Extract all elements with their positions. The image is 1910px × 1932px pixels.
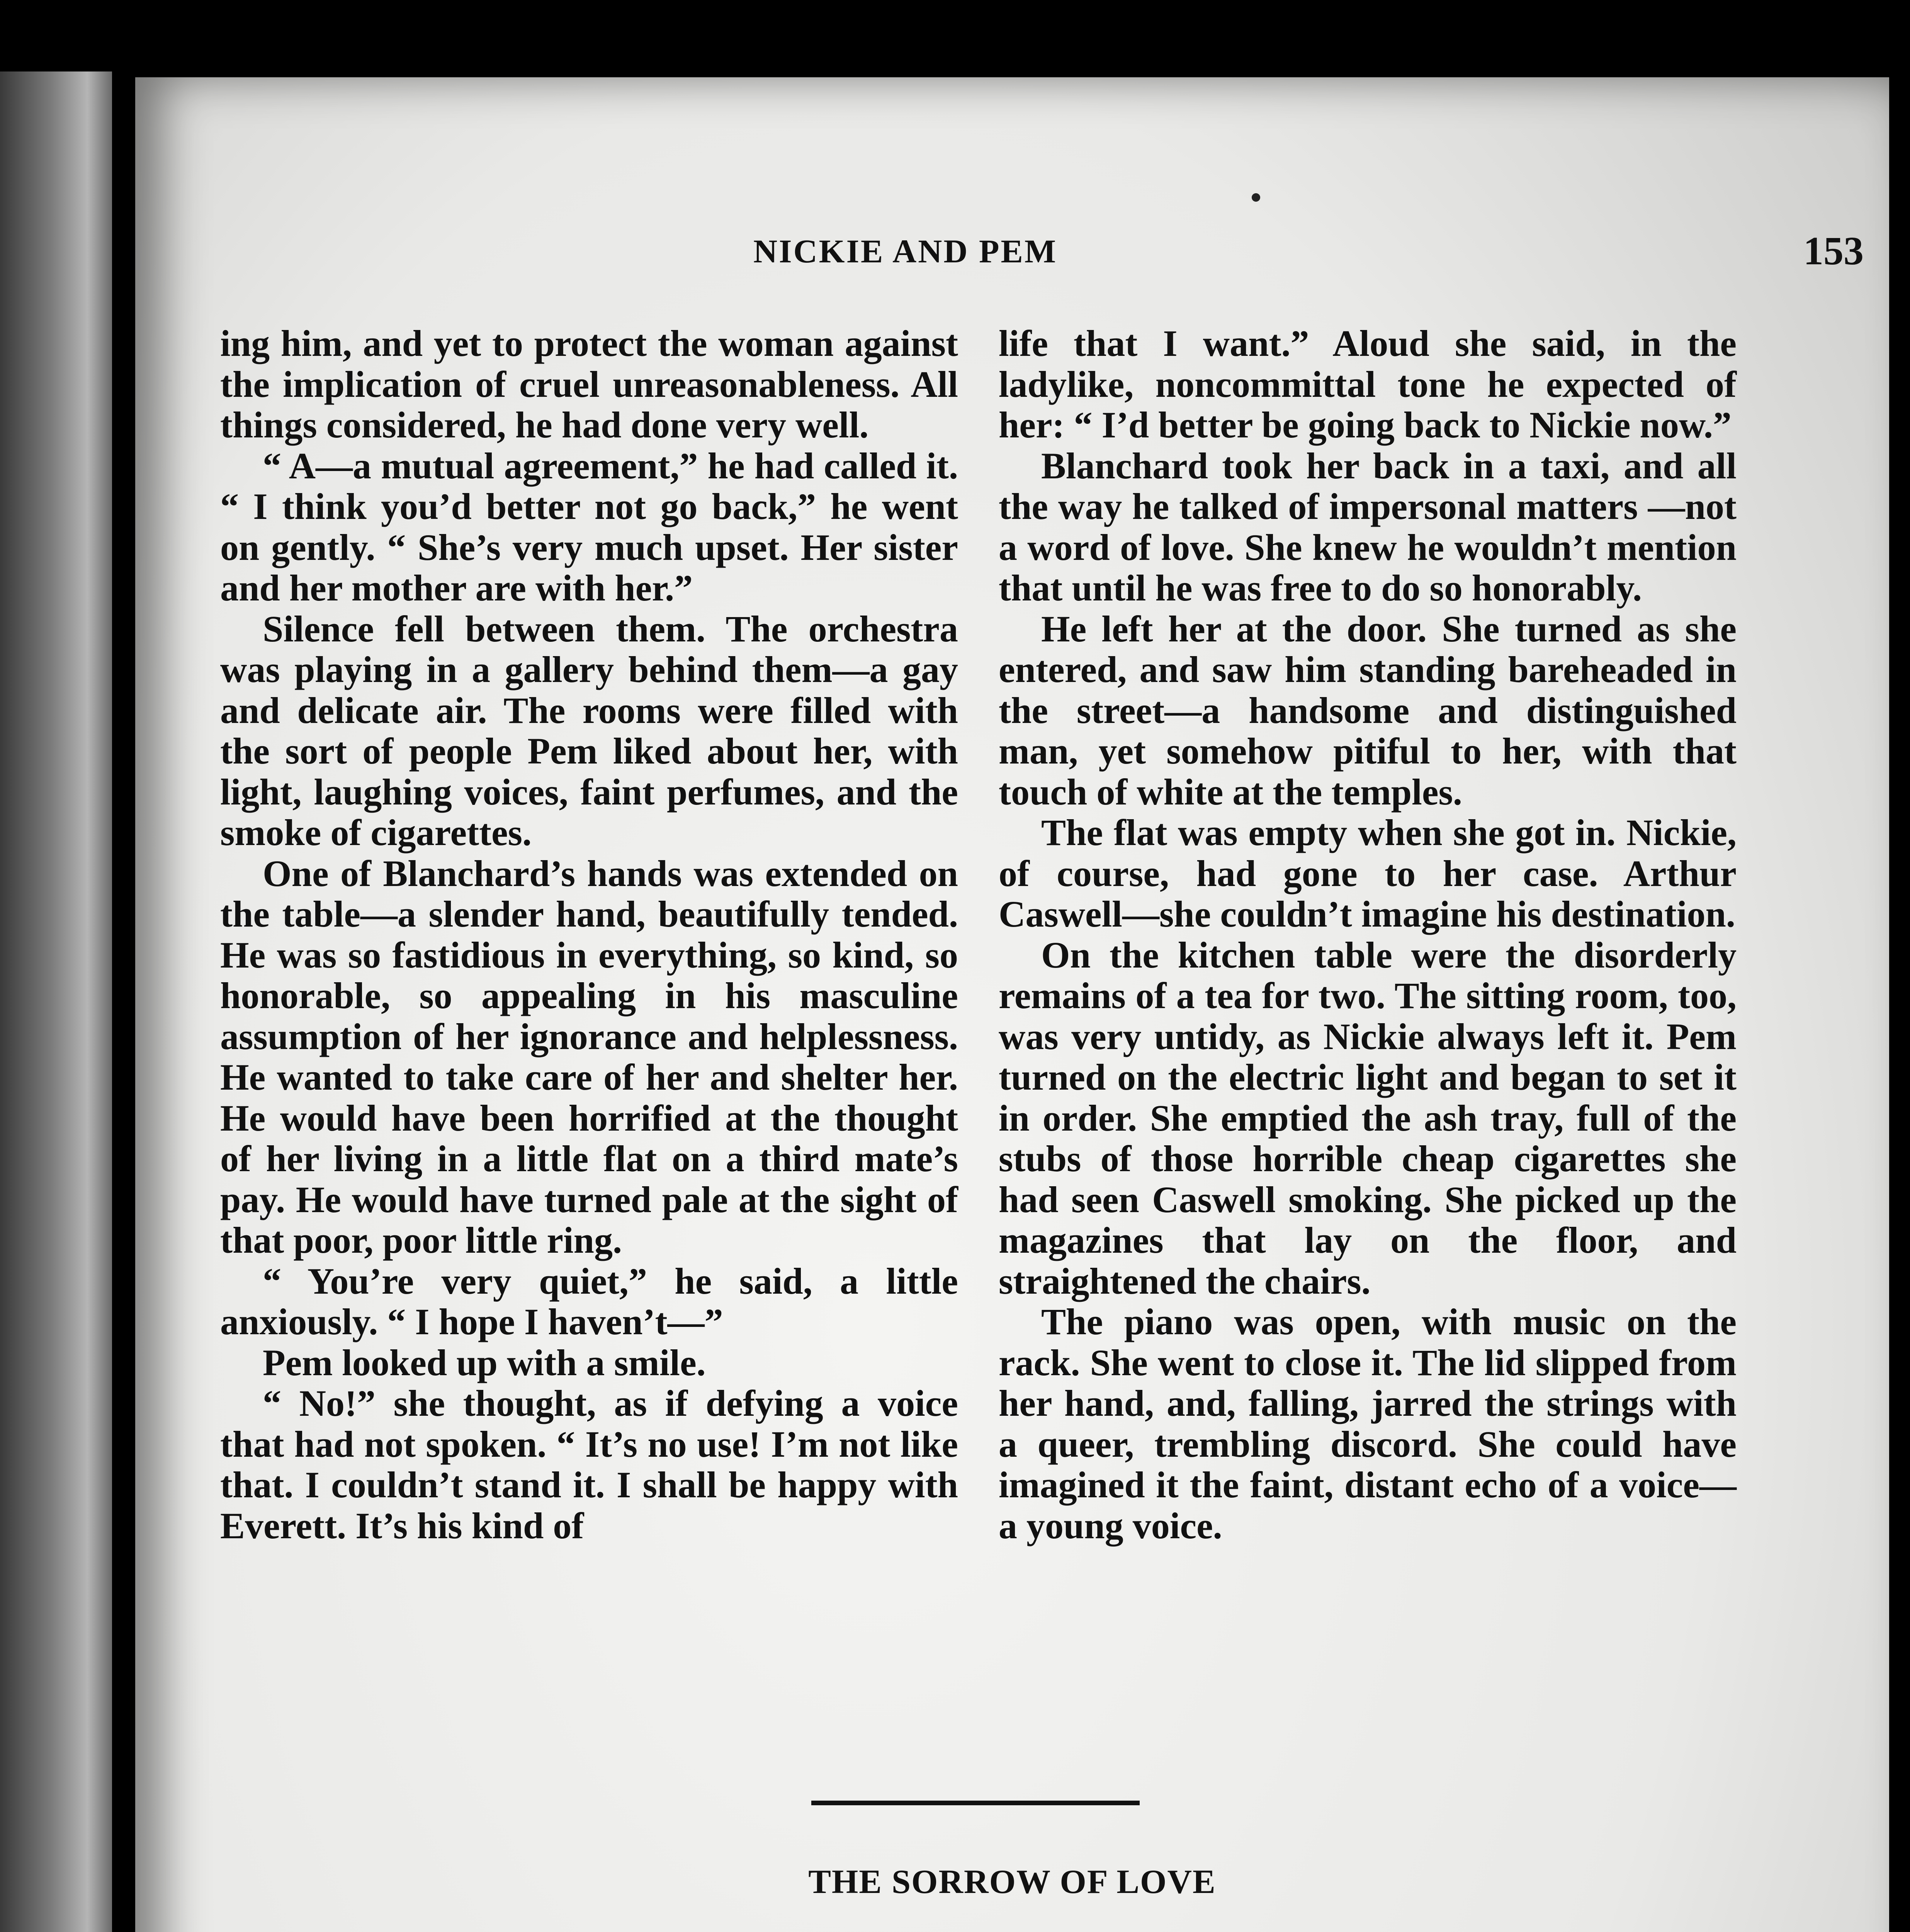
section-divider — [811, 1801, 1140, 1805]
print-speck — [1252, 193, 1260, 202]
paragraph: “ You’re very quiet,” he said, a little anxiously. “ I hope I haven’t—” — [220, 1260, 958, 1342]
story-right-column — [999, 323, 1737, 1546]
paragraph: The piano was open, with music on the rack. She went to close it. The lid slipped from her hand, and, falling, jarred the strings with a queer, trembling discord. She could have imagined it the faint, distant echo of a voice—a young voice. — [999, 1301, 1737, 1546]
poem-title: THE SORROW OF LOVE — [808, 1863, 1216, 1901]
running-head: NICKIE AND PEM — [753, 233, 1058, 270]
paragraph: Silence fell between them. The orchestra was playing in a gallery behind them—a gay and delicate air. The rooms were filled with the sort of people Pem liked about her, with light, laughing voices, faint perfumes, and the smoke of cigarettes. — [220, 608, 958, 853]
story-left-column — [220, 323, 958, 1546]
paragraph: ing him, and yet to protect the woman against the implication of cruel unreasonableness. All things considered, he had done very well. — [220, 323, 958, 446]
page-number: 153 — [1803, 229, 1864, 273]
paragraph: life that I want.” Aloud she said, in the ladylike, noncommittal tone he expected of her: “ I’d better be going back to Nickie now.” — [999, 323, 1737, 446]
paragraph: On the kitchen table were the disorderly remains of a tea for two. The sitting room, too, was very untidy, as Nickie always left it. Pem turned on the electric light and began to set it in order. She emptied the ash tray, full of the stubs of those horrible cheap cigarettes she had seen Caswell smoking. She picked up the magazines that lay on the floor, and straightened the chairs. — [999, 934, 1737, 1302]
paragraph: One of Blanchard’s hands was extended on the table—a slender hand, beautifully tended. He was so fastidious in everything, so kind, so honorable, so appealing in his masculine assumption of her ignorance and helplessness. He wanted to take care of her and shelter her. He would have been horrified at the thought of her living in a little flat on a third mate’s pay. He would have turned pale at the sight of that poor, poor little ring. — [220, 852, 958, 1261]
page-header — [135, 229, 1889, 274]
paragraph: He left her at the door. She turned as she entered, and saw him standing bareheaded in the street—a handsome and distinguished man, yet somehow pitiful to her, with that touch of white at the temples. — [999, 608, 1737, 813]
paragraph: The flat was empty when she got in. Nickie, of course, had gone to her case. Arthur Caswell—she couldn’t imagine his destination. — [999, 812, 1737, 935]
magazine-page — [135, 77, 1889, 1932]
paragraph: “ A—a mutual agreement,” he had called it. “ I think you’d better not go back,” he went on gently. “ She’s very much upset. Her sister and her mother are with her.” — [220, 445, 958, 609]
facing-page-edge — [0, 71, 112, 1932]
paragraph: “ No!” she thought, as if defying a voice that had not spoken. “ It’s no use! I’m not like that. I couldn’t stand it. I shall be happy with Everett. It’s his kind of — [220, 1383, 958, 1546]
paragraph: Pem looked up with a smile. — [263, 1342, 706, 1383]
paragraph: Blanchard took her back in a taxi, and all the way he talked of impersonal matters —not a word of love. She knew he wouldn’t mention that until he was free to do so honorably. — [999, 445, 1737, 609]
